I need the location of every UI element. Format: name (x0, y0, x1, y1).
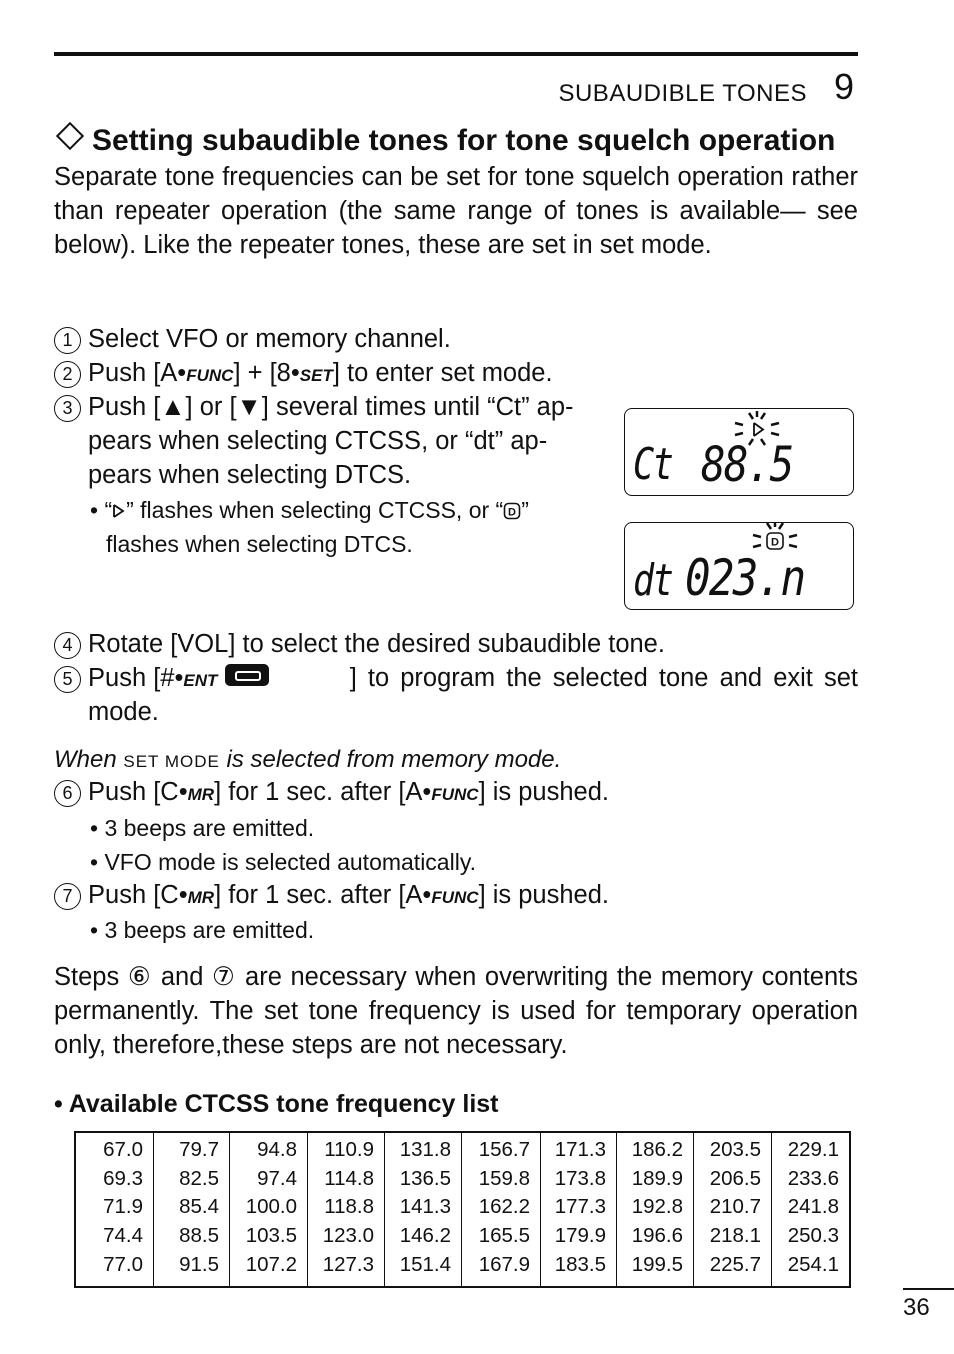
step-7-text: Push [C•MR] for 1 sec. after [A•FUNC] is pushed. (88, 881, 609, 909)
tone-cell: 118.8 (324, 1195, 374, 1219)
lcd-dtcs-value: 023.n (685, 549, 805, 607)
diamond-icon (56, 122, 84, 150)
lcd-ctcss-value: 88.5 (701, 437, 793, 493)
step-1-text: Select VFO or memory channel. (88, 325, 451, 353)
tone-cell: 91.5 (179, 1252, 219, 1276)
tone-column (230, 1132, 308, 1287)
tone-cell: 71.9 (103, 1195, 143, 1219)
step-6-text: Push [C•MR] for 1 sec. after [A•FUNC] is pushed. (88, 778, 609, 806)
lock-key-icon (225, 664, 269, 686)
tone-cell: 79.7 (179, 1138, 219, 1161)
lcd-dtcs-display (624, 522, 854, 610)
step-6-bullet-2: • VFO mode is selected automatically. (90, 849, 477, 875)
tone-cell: 196.6 (631, 1224, 683, 1248)
step-5-text: Push [#•ENT ] to program the selected tone and exit set (88, 664, 858, 692)
tone-cell: 103.5 (245, 1224, 297, 1248)
tone-cell: 85.4 (179, 1195, 219, 1219)
step-6-bullet-1: • 3 beeps are emitted. (90, 815, 315, 841)
tone-symbol-icon (754, 423, 763, 436)
step-3-bullet-line-2: flashes when selecting DTCS. (106, 531, 413, 557)
tone-cell: 233.6 (787, 1166, 839, 1190)
tone-cell: 167.9 (478, 1252, 530, 1276)
tone-cell: 77.0 (103, 1252, 143, 1276)
tone-cell: 199.5 (631, 1252, 683, 1276)
step-2-number: 2 (54, 361, 81, 388)
step-7-number: 7 (54, 883, 81, 910)
tone-cell: 107.2 (245, 1252, 297, 1276)
tone-cell: 250.3 (787, 1224, 839, 1248)
step-3-line-3: pears when selecting DTCS. (88, 461, 412, 489)
tone-cell: 179.9 (554, 1224, 606, 1248)
tone-cell: 146.2 (399, 1224, 451, 1248)
tone-cell: 82.5 (179, 1166, 219, 1190)
tone-cell: 131.8 (399, 1138, 451, 1161)
tone-column (385, 1132, 462, 1287)
ctcss-tone-table (74, 1131, 851, 1288)
tone-symbol-icon (112, 502, 126, 520)
tone-cell: 141.3 (399, 1195, 451, 1219)
tone-cell: 173.8 (554, 1166, 606, 1190)
tone-cell: 97.4 (257, 1166, 297, 1190)
tone-cell: 183.5 (554, 1252, 606, 1276)
memory-mode-note: When SET MODE is selected from memory mode. (54, 746, 562, 773)
tone-cell: 186.2 (631, 1138, 683, 1161)
section-label: SUBAUDIBLE TONES (558, 80, 807, 107)
tone-cell: 241.8 (787, 1195, 839, 1219)
svg-text:D: D (771, 536, 779, 549)
step-3-bullet: • “ ” flashes when selecting CTCSS, or “ D ” (90, 497, 529, 523)
lcd-ctcss-display (624, 408, 854, 496)
tone-column (154, 1132, 230, 1287)
tone-column (694, 1132, 772, 1287)
tone-column (462, 1132, 541, 1287)
step-3-line-1: Push [▲] or [▼] several times until “Ct” ap- (88, 393, 574, 421)
tone-cell: 69.3 (103, 1166, 143, 1190)
tone-cell: 192.8 (631, 1195, 683, 1219)
tone-cell: 159.8 (478, 1166, 530, 1190)
tone-column (541, 1132, 617, 1287)
page-number: 36 (903, 1294, 930, 1321)
tone-column (308, 1132, 385, 1287)
tone-cell: 151.4 (399, 1252, 451, 1276)
intro-paragraph: Separate tone frequencies can be set for tone squelch operation rather than repeater operation (the same range of tones is available— see below). Like the repeater tones, these are set in set mode. (54, 163, 858, 259)
top-rule (54, 52, 858, 56)
tone-cell: 94.8 (257, 1138, 297, 1161)
tone-cell: 165.5 (478, 1224, 530, 1248)
step-3-line-2: pears when selecting CTCSS, or “dt” ap- (88, 427, 548, 455)
page-number-rule (903, 1288, 954, 1290)
step-7-bullet-1: • 3 beeps are emitted. (90, 917, 315, 943)
step-2-text: Push [A•FUNC] + [8•SET] to enter set mode. (88, 359, 553, 387)
tone-cell: 229.1 (787, 1138, 839, 1161)
tone-cell: 74.4 (103, 1224, 143, 1248)
tone-column (772, 1132, 851, 1287)
chapter-number: 9 (834, 66, 855, 107)
step-6-number: 6 (54, 780, 81, 807)
tone-cell: 136.5 (399, 1166, 451, 1190)
tone-cell: 218.1 (709, 1224, 761, 1248)
tone-cell: 67.0 (103, 1138, 143, 1161)
tone-column (75, 1132, 154, 1287)
tone-cell: 171.3 (554, 1138, 606, 1161)
step-1-number: 1 (54, 327, 81, 354)
tone-cell: 123.0 (322, 1224, 374, 1248)
dtcs-symbol-icon (503, 502, 521, 520)
step-3-number: 3 (54, 395, 81, 422)
section-heading (54, 124, 864, 158)
tone-cell: 127.3 (322, 1252, 374, 1276)
tone-cell: 100.0 (245, 1195, 297, 1219)
step-4-text: Rotate [VOL] to select the desired subaudible tone. (88, 630, 665, 658)
tone-cell: 206.5 (709, 1166, 761, 1190)
tone-cell: 210.7 (709, 1195, 761, 1219)
step-4-number: 4 (54, 632, 81, 659)
step-5-number: 5 (54, 666, 81, 693)
step-5-line-2: mode. (88, 698, 159, 726)
tone-cell: 162.2 (478, 1195, 530, 1219)
closing-paragraph: Steps ⑥ and ⑦ are necessary when overwriting the memory contents permanently. The set tone frequency is used for temporary operation only, therefore,these steps are not necessary. (54, 963, 858, 1059)
tone-cell: 114.8 (324, 1166, 374, 1190)
tone-cell: 189.9 (631, 1166, 683, 1190)
tone-column (617, 1132, 694, 1287)
tone-cell: 156.7 (478, 1138, 530, 1161)
tone-cell: 110.9 (324, 1138, 374, 1161)
tone-cell: 177.3 (554, 1195, 606, 1219)
svg-text:D: D (508, 506, 517, 519)
tone-cell: 225.7 (709, 1252, 761, 1276)
tone-cell: 254.1 (787, 1252, 839, 1276)
ctcss-list-title: • Available CTCSS tone frequency list (54, 1090, 499, 1118)
tone-cell: 203.5 (709, 1138, 761, 1161)
heading-text: Setting subaudible tones for tone squelch operation (92, 124, 836, 157)
lcd-ctcss-label: Ct (633, 439, 673, 490)
lcd-dtcs-label: dt (633, 555, 673, 606)
tone-cell: 88.5 (179, 1224, 219, 1248)
